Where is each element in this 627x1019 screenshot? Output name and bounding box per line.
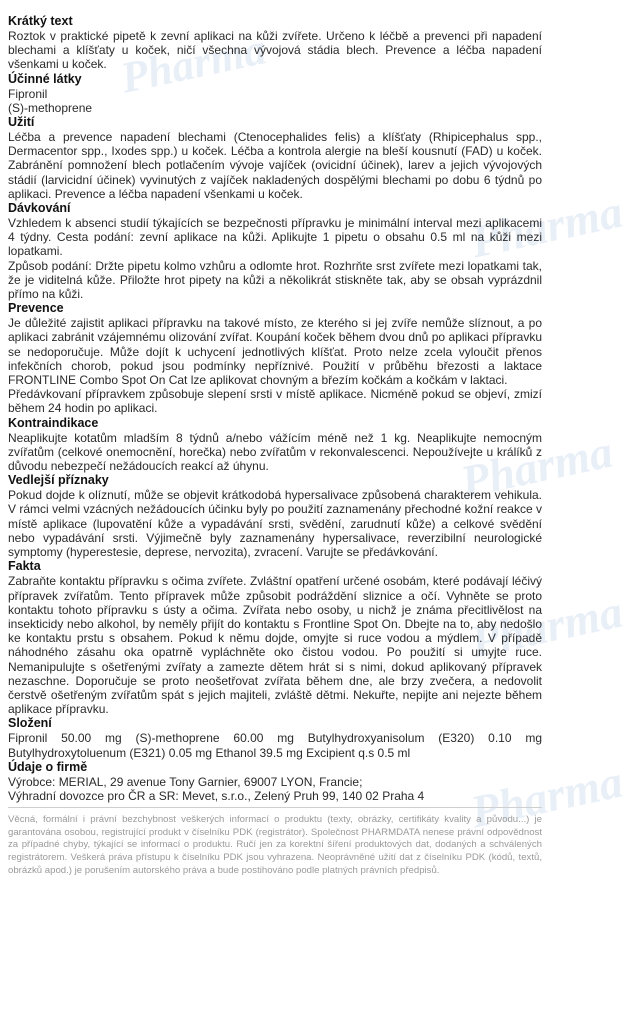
section-paragraph: Je důležité zajistit aplikaci přípravku na takové místo, ze kterého si jej zvíře nemůže slíznout, a po aplikaci zabránit vzájemnému olizování zvířat. Koupání koček během dvou dnů po aplikaci přípravku se nedoporučuje. Může dojít k uchycení jednotlivých klíšťat. Proto nelze zcela vyloučit přenos infekčních chorob, pokud jsou podmínky nepříznivé. Použití v průběhu březosti a laktace FRONTLINE Combo Spot On Cat lze aplikovat chovným a březím kočkám a kočkám v laktaci.: [8, 316, 542, 388]
section-heading: Užití: [8, 115, 35, 130]
section-heading: Složení: [8, 716, 52, 731]
section-paragraph: Fipronil: [8, 86, 48, 101]
watermark-text: Pharma: [466, 585, 627, 668]
section-company-info: [8, 760, 542, 803]
section-paragraph: Předávkovaní přípravkem způsobuje slepení srsti v místě aplikace. Nicméně pokud se objeví, zmizí během 24 hodin po aplikaci.: [8, 387, 542, 416]
divider: [8, 807, 542, 808]
section-active-substances: [8, 72, 542, 115]
section-paragraph: Pokud dojde k olíznutí, může se objevit krátkodobá hypersalivace způsobená charakterem vehikula. V rámci velmi vzácných nežádoucích účinku byly po použití zaznamenány přechodné kožní reakce v místě aplikace (lupovatění kůže a vypadávání srsti, svědění, zarudnutí kůže) a celkové svědění nebo vypadávání srsti. Výjimečně byly zaznamenány hypersalivace, reverzibilní neurologické symptomy (hyperestesie, deprese, nervozita), zvracení. Varujte se předávkování.: [8, 488, 542, 560]
watermark-text: Pharma: [116, 24, 271, 103]
section-heading: Krátký text: [8, 14, 73, 28]
section-paragraph: Způsob podání: Držte pipetu kolmo vzhůru a odlomte hrot. Rozhrňte srst zvířete mezi lopatkami tak, že je viditelná kůže. Přiložte hrot pipety na kůži a několikrát stiskněte tak, aby se obsah vyprázdnil přímo na kůži.: [8, 258, 542, 302]
section-paragraph: Zabraňte kontaktu přípravku s očima zvířete. Zvláštní opatření určené osobám, které podávají léčivý přípravek zvířatům. Tento přípravek může způsobit podráždění sliznice a očí. Vyhněte se proto kontaktu tohoto přípravku s ústy a očima. Zvířata nebo osoby, u nichž je známa přecitlivělost na insekticidy nebo alkohol, by neměly přijít do kontaktu s Frontline Spot On. Dbejte na to, aby nedošlo ke kontaktu prstu s obsahem. Pokud k němu dojde, omyjte si ruce vodou a mýdlem. V případě náhodného zásahu oka opatrně vypláchněte oko čistou vodou. Po použití si umyjte ruce. Nemanipulujte s ošetřenými zvířaty a zamezte dětem hrát si s nimi, dokud aplikovaný přípravek nezaschne. Doporučuje se proto neošetřovat zvířata během dne, ale brzy zvečera, a nedovolit čerstvě ošetřeným zvířatům spát s jejich majiteli, zvláště dětmi. Nekuřte, nepijte ani nejezte během aplikace přípravku.: [8, 574, 542, 717]
section-paragraph: Výrobce: MERIAL, 29 avenue Tony Garnier, 69007 LYON, Francie;: [8, 774, 363, 789]
section-heading: Vedlejší příznaky: [8, 473, 109, 488]
section-usage: [8, 115, 542, 201]
section-dosage: [8, 201, 542, 301]
section-contraindications: [8, 416, 542, 474]
section-heading: Kontraindikace: [8, 415, 99, 430]
section-short-text: [8, 14, 542, 72]
section-heading: Účinné látky: [8, 71, 82, 86]
section-prevention: [8, 301, 542, 415]
legal-disclaimer: Věcná, formální i právní bezchybnost veškerých informací o produktu (texty, obrázky, certifikáty kvality a původu...) je garantována osobou, registrující produkt v číselníku PDK (registrátor). Společnost PHARMDATA nenese právní odpovědnost za případné chyby, týkající se informací o produktu. Ručí jen za korektní šíření produktových dat, dodaných a schválených registrátorem. Veškerá práva přístupu k číselníku PDK jsou vyhrazena. Neoprávněné užití dat z číselníku PDK (kódů, textů, obrázků apod.) je porušením autorského práva a bude postihováno podle platných právních předpisů.: [8, 814, 542, 876]
section-heading: Prevence: [8, 301, 64, 316]
section-paragraph: Výhradní dovozce pro ČR a SR: Mevet, s.r.o., Zelený Pruh 99, 140 02 Praha 4: [8, 788, 425, 803]
watermark-text: Pharma: [456, 425, 618, 508]
section-heading: Dávkování: [8, 201, 71, 216]
section-paragraph: Fipronil 50.00 mg (S)-methoprene 60.00 mg Butylhydroxyanisolum (E320) 0.10 mg Butylhydroxytoluenum (E321) 0.05 mg Ethanol 39.5 mg Excipient q.s 0.5 ml: [8, 731, 542, 760]
section-facts: [8, 559, 542, 716]
section-heading: Údaje o firmě: [8, 759, 88, 774]
section-paragraph: Neaplikujte kotatům mladším 8 týdnů a/nebo vážícím méně než 1 kg. Neaplikujte nemocným zvířatům (celkové onemocnění, horečka) nebo zvířatům v rekonvalescenci. Nepoužívejte u králíků z důvodu nebezpečí nežádoucích reakcí až úhynu.: [8, 430, 542, 474]
section-heading: Fakta: [8, 559, 41, 574]
section-paragraph: Léčba a prevence napadení blechami (Ctenocephalides felis) a klíšťaty (Rhipicephalus spp., Dermacentor spp., Ixodes spp.) u koček. Léčba a kontrola alergie na bleší kousnutí (FAD) u koček. Zabránění pomnožení blech potlačením vývoje vajíček (ovicidní účinek), larev a jejich vývojových stádií (larvicidní účinek) vyvinutých z vajíček nakladených dospělými blechami po dobu 6 týdnů po aplikaci. Prevence a léčba napadení všenkami u koček.: [8, 130, 542, 201]
section-paragraph: Roztok v praktické pipetě k zevní aplikaci na kůži zvířete. Určeno k léčbě a prevenci při napadení blechami a klíšťaty u koček, ničí všechna vývojová stádia blech. Prevence a léčba napadení všenkami u koček.: [8, 29, 542, 72]
section-paragraph: Vzhledem k absenci studií týkajících se bezpečnosti přípravku je minimální interval mezi aplikacemi 4 týdny. Cesta podání: zevní aplikace na kůži. Aplikujte 1 pipetu o obsahu 0.5 ml na kůži mezi lopatkami.: [8, 216, 542, 259]
section-side-effects: [8, 473, 542, 559]
watermark-text: Pharma: [466, 185, 627, 268]
section-composition: [8, 716, 542, 759]
watermark-text: Pharma: [466, 755, 627, 838]
section-paragraph: (S)-methoprene: [8, 100, 93, 115]
